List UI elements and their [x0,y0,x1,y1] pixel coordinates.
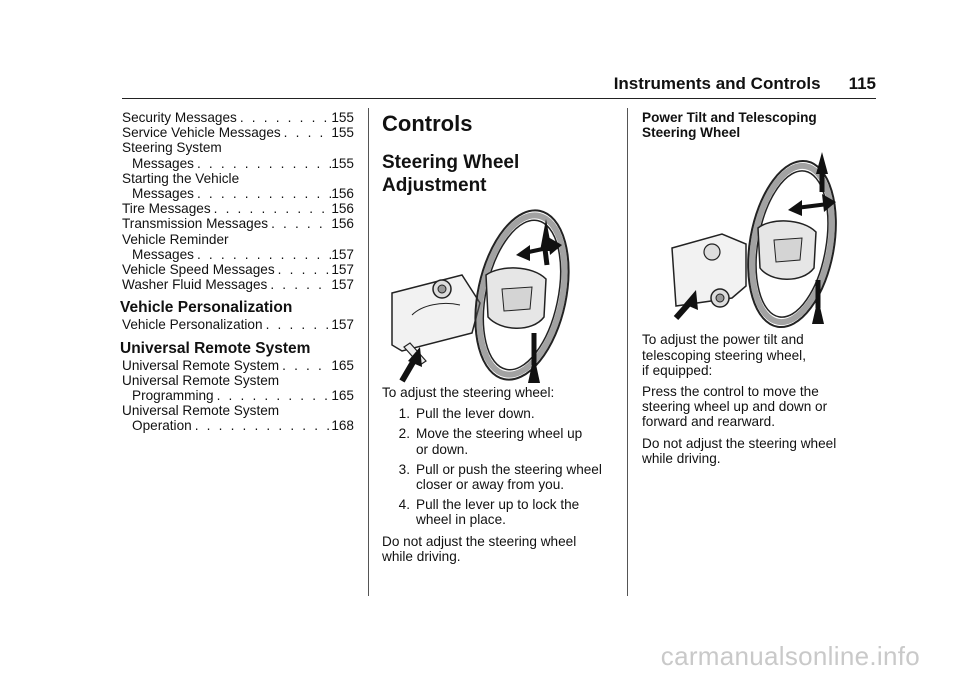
warning-text: Do not adjust the steering wheel while driving. [382,533,577,564]
toc-entry-title: Vehicle Speed Messages [122,262,275,278]
toc-entry-title: Transmission Messages [122,216,269,232]
step-number: 3. [398,461,410,477]
toc-leader-dots [194,156,331,171]
power-steering-wheel-illustration [642,148,862,332]
toc-entry[interactable] [122,373,354,388]
toc-entry-title: Security Messages [122,110,237,125]
toc-page-number: 156 [331,186,354,202]
step-number: 4. [398,497,410,513]
toc-entry[interactable] [122,110,354,125]
toc-leader-dots [194,186,331,201]
toc-entry[interactable] [122,171,354,186]
power-tilt-warning: Do not adjust the steering wheel while driving. [642,435,837,466]
toc-entry-title: Tire Messages [122,201,211,217]
toc-leader-dots [281,125,332,140]
toc-leader-dots [214,388,332,403]
page-number: 115 [848,74,876,93]
toc-heading-vehicle-personalization: Vehicle Personalization [120,299,293,317]
toc-entry[interactable] [122,388,354,403]
toc-entry-title: Service Vehicle Messages [122,125,281,141]
toc-leader-dots [211,201,332,216]
step-item [382,406,612,421]
step-number: 1. [398,406,410,422]
step-item [382,462,612,492]
step-number: 2. [398,426,410,442]
power-tilt-title: Power Tilt and Telescoping Steering Wheel [642,110,817,141]
toc-entry[interactable] [122,358,354,373]
toc-entry[interactable] [122,403,354,418]
toc-entry-title: Steering System [122,140,222,156]
step-text: Pull or push the steering wheel closer or away from you. [416,461,602,493]
toc-leader-dots [275,262,332,277]
toc-entry-title: Universal Remote System [122,372,280,388]
watermark: carmanualsonline.info [660,641,920,671]
toc-entry-title: Universal Remote System [122,403,280,419]
power-tilt-intro: To adjust the power tilt and telescoping steering wheel, if equipped: [642,332,806,378]
toc-page-number: 165 [331,357,354,373]
step-text: Pull the lever up to lock the wheel in place. [416,497,580,528]
toc-entry-title: Messages [132,186,194,202]
toc-list [122,317,354,332]
toc-page-number: 165 [331,388,354,404]
toc-page-number: 168 [331,418,354,434]
column-divider-1 [368,108,369,596]
section-title-line: Adjustment [382,175,487,196]
toc-page-number: 156 [331,216,354,232]
step-item [382,426,612,456]
toc-entry-title: Starting the Vehicle [122,170,240,186]
toc-leader-dots [192,418,332,433]
steps-list [382,406,612,527]
toc-entry[interactable] [122,125,354,140]
toc-page-number: 155 [331,125,354,141]
toc-page-number: 155 [331,110,354,125]
toc-page-number: 157 [331,317,354,333]
toc-entry[interactable] [122,186,354,201]
toc-heading-universal-remote: Universal Remote System [120,339,311,357]
toc-entry[interactable] [122,201,354,216]
toc-entry[interactable] [122,216,354,231]
toc-list [122,358,354,434]
toc-entry[interactable] [122,156,354,171]
power-tilt-instructions: Press the control to move the steering wheel up and down or forward and rearward. [642,384,828,430]
header-rule [122,98,876,99]
manual-steering-wheel-illustration [382,205,602,385]
toc-leader-dots [279,358,331,373]
header-section-title: Instruments and Controls [613,74,821,93]
toc-entry[interactable] [122,317,354,332]
toc-page-number: 157 [331,246,354,262]
toc-page-number: 157 [331,277,354,293]
step-item [382,497,612,527]
intro-text: To adjust the steering wheel: [382,385,555,400]
toc-entry-title: Vehicle Reminder [122,231,229,247]
toc-page-number: 157 [331,262,354,278]
steering-wheel-adjustment-title [382,151,612,197]
controls-column [382,110,612,570]
toc-leader-dots [267,277,331,292]
page-header [614,74,876,94]
toc-entry-title: Operation [132,418,192,434]
toc-entry[interactable] [122,232,354,247]
toc-entry-title: Washer Fluid Messages [122,277,268,293]
toc-page-number: 155 [331,155,354,171]
toc-leader-dots [268,216,331,231]
toc-leader-dots [237,110,331,125]
toc-column [122,110,354,434]
toc-entry[interactable] [122,262,354,277]
section-title-line: Steering Wheel [382,152,520,173]
toc-entry-title: Programming [132,388,214,404]
toc-entry[interactable] [122,277,354,292]
toc-leader-dots [263,317,332,332]
column-divider-2 [627,108,628,596]
toc-page-number: 156 [331,201,354,217]
toc-entry[interactable] [122,140,354,155]
toc-entry-title: Messages [132,246,194,262]
toc-entry[interactable] [122,247,354,262]
toc-entry-title: Messages [132,155,194,171]
step-text: Move the steering wheel up or down. [416,426,583,457]
controls-title: Controls [382,111,473,136]
toc-entry-title: Universal Remote System [122,357,280,373]
toc-leader-dots [194,247,331,262]
power-tilt-column [642,110,876,472]
toc-list [122,110,354,292]
toc-entry-title: Vehicle Personalization [122,317,263,333]
toc-entry[interactable] [122,418,354,433]
step-text: Pull the lever down. [416,406,535,422]
